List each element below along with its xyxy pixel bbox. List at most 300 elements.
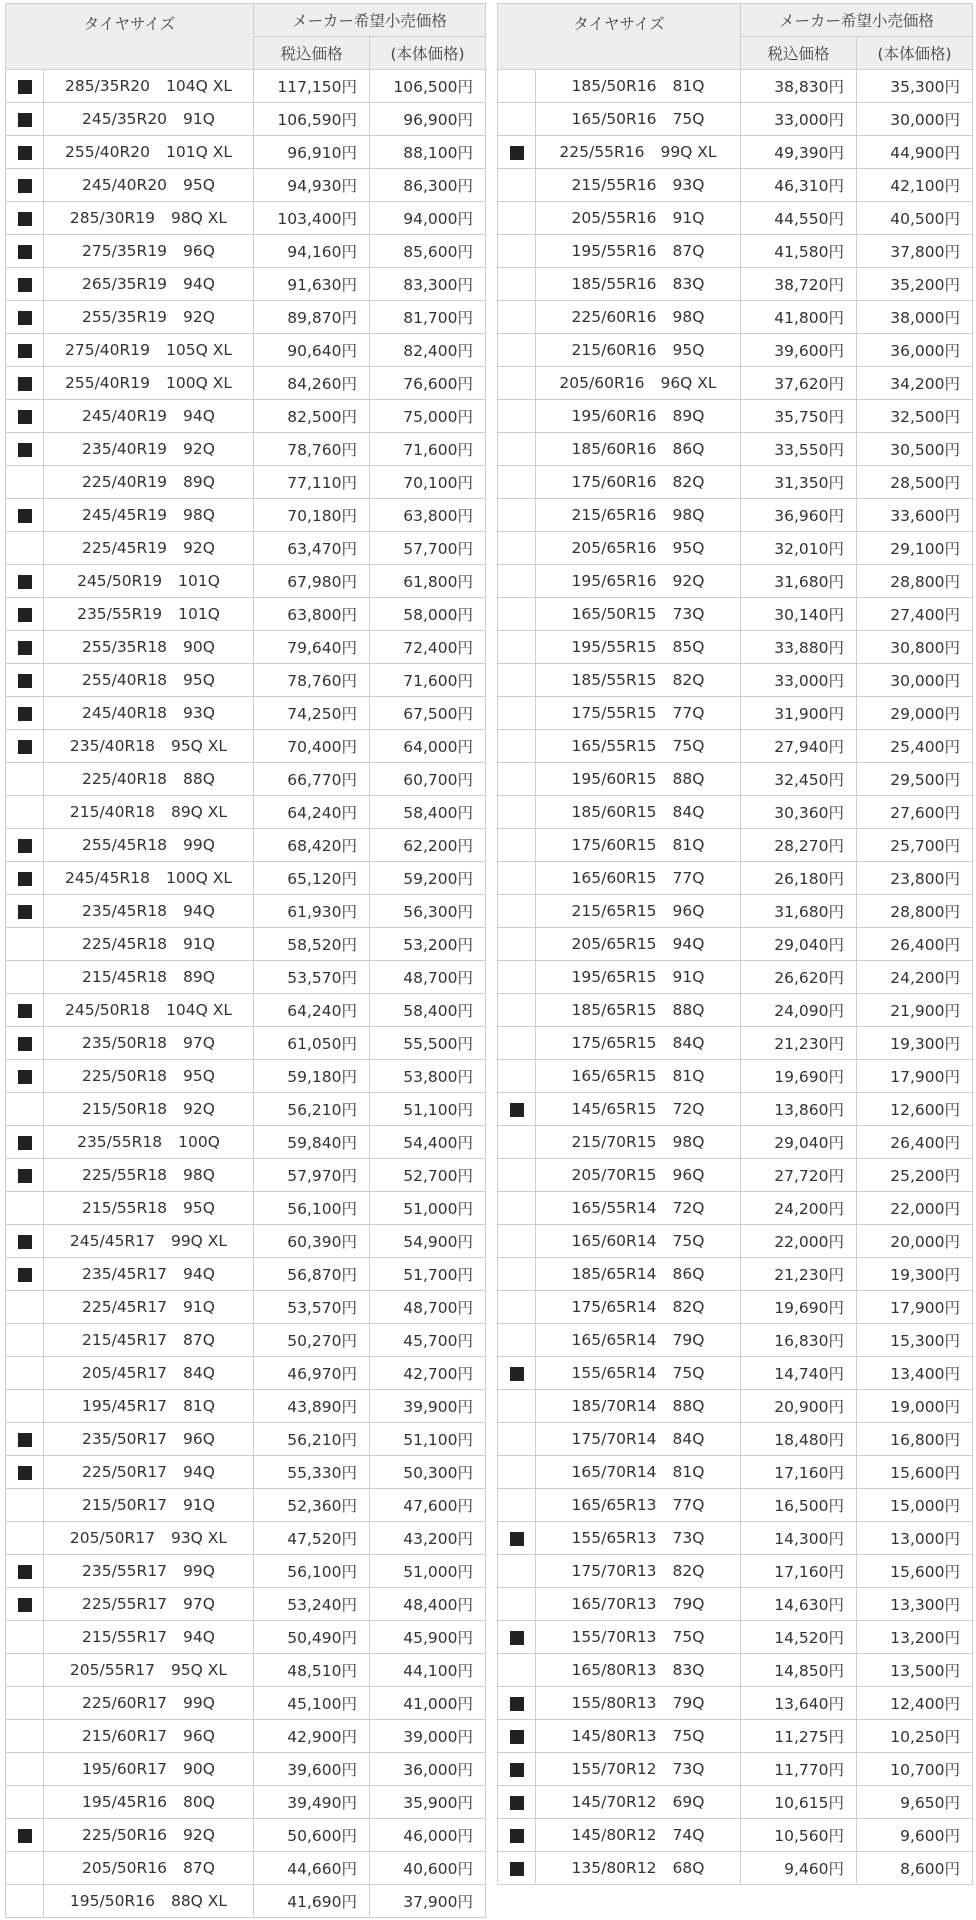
table-row bbox=[498, 928, 973, 961]
base-price: 37,900円 bbox=[370, 1885, 486, 1918]
tire-size: 195/55R16 bbox=[571, 242, 657, 260]
black-square-icon bbox=[510, 1532, 524, 1546]
table-row bbox=[498, 961, 973, 994]
mark-cell bbox=[6, 1555, 44, 1588]
table-row bbox=[498, 532, 973, 565]
table-row bbox=[498, 829, 973, 862]
load-speed-index: 104Q XL bbox=[166, 1001, 232, 1019]
tire-size-cell bbox=[44, 1489, 254, 1522]
tire-size: 155/70R13 bbox=[571, 1628, 657, 1646]
tax-included-price: 27,720円 bbox=[741, 1159, 857, 1192]
table-row bbox=[6, 1225, 486, 1258]
base-price: 67,500円 bbox=[370, 697, 486, 730]
tire-size: 155/80R13 bbox=[571, 1694, 657, 1712]
mark-cell bbox=[6, 268, 44, 301]
base-price: 9,650円 bbox=[857, 1786, 973, 1819]
black-square-icon bbox=[18, 1565, 32, 1579]
base-price: 48,700円 bbox=[370, 961, 486, 994]
load-speed-index: 97Q bbox=[183, 1595, 215, 1613]
mark-cell bbox=[498, 367, 536, 400]
mark-cell bbox=[6, 301, 44, 334]
tire-size-cell bbox=[536, 1324, 741, 1357]
table-row bbox=[498, 1093, 973, 1126]
tax-included-price: 31,680円 bbox=[741, 565, 857, 598]
load-speed-index: 75Q bbox=[672, 1628, 705, 1646]
base-price: 10,700円 bbox=[857, 1753, 973, 1786]
mark-cell bbox=[6, 1357, 44, 1390]
base-price: 83,300円 bbox=[370, 268, 486, 301]
tax-included-price: 39,600円 bbox=[254, 1753, 370, 1786]
mark-cell bbox=[498, 664, 536, 697]
table-row bbox=[498, 1027, 973, 1060]
table-header bbox=[498, 4, 973, 70]
tire-size: 235/40R19 bbox=[82, 440, 168, 458]
load-speed-index: 94Q bbox=[183, 275, 215, 293]
mark-cell bbox=[498, 1786, 536, 1819]
mark-cell bbox=[498, 400, 536, 433]
tire-size-cell bbox=[536, 631, 741, 664]
tax-included-price: 10,560円 bbox=[741, 1819, 857, 1852]
tire-size-cell bbox=[44, 1192, 254, 1225]
tire-size-cell bbox=[536, 1687, 741, 1720]
tax-included-price: 60,390円 bbox=[254, 1225, 370, 1258]
base-price: 15,600円 bbox=[857, 1456, 973, 1489]
tire-size-cell bbox=[536, 697, 741, 730]
tax-included-price: 79,640円 bbox=[254, 631, 370, 664]
base-price: 45,700円 bbox=[370, 1324, 486, 1357]
tire-size-cell bbox=[44, 664, 254, 697]
price-table-right bbox=[497, 3, 973, 1885]
msrp-header: メーカー希望小売価格 bbox=[254, 4, 486, 37]
table-row bbox=[498, 1753, 973, 1786]
load-speed-index: 93Q XL bbox=[170, 1529, 228, 1547]
mark-cell bbox=[6, 631, 44, 664]
base-price: 71,600円 bbox=[370, 664, 486, 697]
tire-size: 185/60R15 bbox=[571, 803, 657, 821]
table-row bbox=[6, 1753, 486, 1786]
tire-size: 245/45R18 bbox=[65, 869, 151, 887]
base-price: 58,000円 bbox=[370, 598, 486, 631]
load-speed-index: 95Q bbox=[672, 341, 705, 359]
tax-included-price: 19,690円 bbox=[741, 1060, 857, 1093]
table-row bbox=[6, 763, 486, 796]
load-speed-index: 90Q bbox=[183, 638, 215, 656]
base-price: 34,200円 bbox=[857, 367, 973, 400]
mark-cell bbox=[6, 895, 44, 928]
mark-cell bbox=[6, 565, 44, 598]
base-price: 15,300円 bbox=[857, 1324, 973, 1357]
tire-size-cell bbox=[536, 103, 741, 136]
tire-size-cell bbox=[44, 301, 254, 334]
base-price: 26,400円 bbox=[857, 928, 973, 961]
tax-included-price: 56,210円 bbox=[254, 1423, 370, 1456]
table-row bbox=[6, 1588, 486, 1621]
load-speed-index: 95Q bbox=[183, 1067, 215, 1085]
table-row bbox=[498, 169, 973, 202]
table-row bbox=[6, 103, 486, 136]
load-speed-index: 88Q bbox=[672, 1001, 705, 1019]
tire-size-cell bbox=[44, 1258, 254, 1291]
base-price: 76,600円 bbox=[370, 367, 486, 400]
base-price: 30,000円 bbox=[857, 103, 973, 136]
tire-size: 245/40R18 bbox=[82, 704, 168, 722]
table-row bbox=[498, 499, 973, 532]
load-speed-index: 77Q bbox=[672, 704, 705, 722]
tax-included-price: 21,230円 bbox=[741, 1258, 857, 1291]
base-price: 94,000円 bbox=[370, 202, 486, 235]
tire-size-cell bbox=[44, 103, 254, 136]
tax-included-price: 63,470円 bbox=[254, 532, 370, 565]
load-speed-index: 79Q bbox=[672, 1331, 705, 1349]
tax-included-price: 26,180円 bbox=[741, 862, 857, 895]
tire-size-cell bbox=[536, 1720, 741, 1753]
tax-included-price: 44,660円 bbox=[254, 1852, 370, 1885]
black-square-icon bbox=[18, 1169, 32, 1183]
mark-cell bbox=[498, 697, 536, 730]
tire-size-cell bbox=[44, 1654, 254, 1687]
mark-cell bbox=[498, 1654, 536, 1687]
tire-size: 215/60R17 bbox=[82, 1727, 168, 1745]
table-row bbox=[6, 1192, 486, 1225]
tire-size: 205/65R15 bbox=[571, 935, 657, 953]
tire-size: 205/45R17 bbox=[82, 1364, 168, 1382]
mark-cell bbox=[6, 928, 44, 961]
mark-cell bbox=[6, 1819, 44, 1852]
tire-size: 215/55R18 bbox=[82, 1199, 168, 1217]
black-square-icon bbox=[510, 1367, 524, 1381]
tire-size: 285/30R19 bbox=[69, 209, 155, 227]
tire-size-cell bbox=[44, 1093, 254, 1126]
load-speed-index: 94Q bbox=[183, 1628, 215, 1646]
table-row bbox=[498, 598, 973, 631]
tire-size: 175/65R14 bbox=[571, 1298, 657, 1316]
base-price: 27,600円 bbox=[857, 796, 973, 829]
tire-size-cell bbox=[44, 400, 254, 433]
tire-size: 205/60R16 bbox=[559, 374, 645, 392]
tire-size: 215/70R15 bbox=[571, 1133, 657, 1151]
black-square-icon bbox=[510, 1631, 524, 1645]
tire-size: 215/65R15 bbox=[571, 902, 657, 920]
load-speed-index: 104Q XL bbox=[166, 77, 232, 95]
load-speed-index: 91Q bbox=[183, 110, 215, 128]
base-price: 51,700円 bbox=[370, 1258, 486, 1291]
black-square-icon bbox=[18, 1433, 32, 1447]
mark-cell bbox=[498, 1060, 536, 1093]
table-row bbox=[498, 1555, 973, 1588]
tax-included-price: 27,940円 bbox=[741, 730, 857, 763]
table-row bbox=[498, 1522, 973, 1555]
tire-size: 165/55R15 bbox=[571, 737, 657, 755]
tax-included-price: 28,270円 bbox=[741, 829, 857, 862]
load-speed-index: 92Q bbox=[183, 1100, 215, 1118]
mark-cell bbox=[6, 1225, 44, 1258]
base-price: 39,900円 bbox=[370, 1390, 486, 1423]
load-speed-index: 100Q bbox=[178, 1133, 220, 1151]
tire-size: 165/50R16 bbox=[571, 110, 657, 128]
mark-cell bbox=[6, 1720, 44, 1753]
table-row bbox=[6, 1456, 486, 1489]
base-price: 58,400円 bbox=[370, 994, 486, 1027]
mark-cell bbox=[6, 103, 44, 136]
mark-cell bbox=[498, 202, 536, 235]
tax-included-price: 31,680円 bbox=[741, 895, 857, 928]
tire-size: 205/55R17 bbox=[69, 1661, 155, 1679]
tire-size: 255/40R20 bbox=[65, 143, 151, 161]
table-row bbox=[6, 1390, 486, 1423]
base-price: 75,000円 bbox=[370, 400, 486, 433]
load-speed-index: 96Q XL bbox=[660, 374, 717, 392]
tire-size: 245/45R19 bbox=[82, 506, 168, 524]
table-row bbox=[6, 367, 486, 400]
mark-cell bbox=[498, 1555, 536, 1588]
tire-size: 195/65R16 bbox=[571, 572, 657, 590]
table-row bbox=[498, 1687, 973, 1720]
tire-size-cell bbox=[536, 763, 741, 796]
mark-cell bbox=[498, 1225, 536, 1258]
black-square-icon bbox=[18, 179, 32, 193]
load-speed-index: 91Q bbox=[183, 935, 215, 953]
base-price: 19,300円 bbox=[857, 1258, 973, 1291]
load-speed-index: 96Q bbox=[183, 1727, 215, 1745]
mark-cell bbox=[6, 1093, 44, 1126]
base-price: 25,700円 bbox=[857, 829, 973, 862]
base-price: 48,400円 bbox=[370, 1588, 486, 1621]
mark-cell bbox=[6, 1258, 44, 1291]
table-row bbox=[498, 1390, 973, 1423]
table-row bbox=[6, 994, 486, 1027]
tire-size-cell bbox=[536, 565, 741, 598]
black-square-icon bbox=[18, 707, 32, 721]
base-price: 35,200円 bbox=[857, 268, 973, 301]
black-square-icon bbox=[18, 80, 32, 94]
load-speed-index: 83Q bbox=[672, 275, 705, 293]
tax-included-price: 58,520円 bbox=[254, 928, 370, 961]
table-row bbox=[498, 1588, 973, 1621]
tax-included-price: 52,360円 bbox=[254, 1489, 370, 1522]
load-speed-index: 100Q XL bbox=[166, 869, 232, 887]
tax-included-price: 66,770円 bbox=[254, 763, 370, 796]
base-price: 36,000円 bbox=[857, 334, 973, 367]
tax-included-price: 36,960円 bbox=[741, 499, 857, 532]
tire-size-cell bbox=[44, 1819, 254, 1852]
load-speed-index: 75Q bbox=[672, 110, 705, 128]
mark-cell bbox=[498, 1852, 536, 1885]
load-speed-index: 96Q bbox=[672, 902, 705, 920]
tire-size-cell bbox=[536, 1588, 741, 1621]
base-price: 50,300円 bbox=[370, 1456, 486, 1489]
tire-size: 135/80R12 bbox=[571, 1859, 657, 1877]
tire-size-cell bbox=[536, 1027, 741, 1060]
tire-size: 175/65R15 bbox=[571, 1034, 657, 1052]
base-price: 35,900円 bbox=[370, 1786, 486, 1819]
table-row bbox=[6, 70, 486, 103]
table-row bbox=[498, 664, 973, 697]
load-speed-index: 72Q bbox=[672, 1100, 705, 1118]
tire-size: 255/35R19 bbox=[82, 308, 168, 326]
tire-size: 195/60R15 bbox=[571, 770, 657, 788]
base-price: 51,100円 bbox=[370, 1093, 486, 1126]
load-speed-index: 80Q bbox=[183, 1793, 215, 1811]
mark-cell bbox=[6, 400, 44, 433]
tax-included-price: 50,600円 bbox=[254, 1819, 370, 1852]
mark-cell bbox=[6, 1027, 44, 1060]
tax-included-price: 48,510円 bbox=[254, 1654, 370, 1687]
tire-size-cell bbox=[536, 994, 741, 1027]
mark-cell bbox=[498, 334, 536, 367]
tax-included-price: 24,090円 bbox=[741, 994, 857, 1027]
tire-size: 215/55R16 bbox=[571, 176, 657, 194]
table-row bbox=[498, 1126, 973, 1159]
tire-size-cell bbox=[536, 928, 741, 961]
table-row bbox=[6, 202, 486, 235]
base-price: 33,600円 bbox=[857, 499, 973, 532]
tire-size-cell bbox=[536, 664, 741, 697]
tire-size: 165/60R15 bbox=[571, 869, 657, 887]
table-row bbox=[6, 136, 486, 169]
tire-size-cell bbox=[536, 1291, 741, 1324]
tire-size: 215/50R18 bbox=[82, 1100, 168, 1118]
tax-included-price: 14,740円 bbox=[741, 1357, 857, 1390]
mark-cell bbox=[498, 961, 536, 994]
table-row bbox=[6, 631, 486, 664]
base-price-header: (本体価格) bbox=[370, 37, 486, 70]
mark-cell bbox=[498, 565, 536, 598]
table-row bbox=[498, 697, 973, 730]
tire-size-cell bbox=[44, 697, 254, 730]
mark-cell bbox=[498, 268, 536, 301]
load-speed-index: 81Q bbox=[183, 1397, 215, 1415]
load-speed-index: 82Q bbox=[672, 1562, 705, 1580]
mark-cell bbox=[498, 796, 536, 829]
tire-size-cell bbox=[536, 1357, 741, 1390]
tax-included-price: 70,180円 bbox=[254, 499, 370, 532]
base-price: 52,700円 bbox=[370, 1159, 486, 1192]
tire-size: 155/65R14 bbox=[571, 1364, 657, 1382]
black-square-icon bbox=[510, 1103, 524, 1117]
load-speed-index: 94Q bbox=[183, 1265, 215, 1283]
tax-included-price: 78,760円 bbox=[254, 664, 370, 697]
mark-cell bbox=[6, 598, 44, 631]
load-speed-index: 90Q bbox=[183, 1760, 215, 1778]
tire-size-cell bbox=[44, 1852, 254, 1885]
tire-size: 195/65R15 bbox=[571, 968, 657, 986]
base-price: 23,800円 bbox=[857, 862, 973, 895]
tire-size: 225/55R17 bbox=[82, 1595, 168, 1613]
base-price: 25,400円 bbox=[857, 730, 973, 763]
mark-cell bbox=[498, 1258, 536, 1291]
table-row bbox=[6, 829, 486, 862]
table-row bbox=[6, 1291, 486, 1324]
table-row bbox=[6, 532, 486, 565]
mark-cell bbox=[6, 763, 44, 796]
table-row bbox=[498, 565, 973, 598]
load-speed-index: 81Q bbox=[672, 836, 705, 854]
base-price: 24,200円 bbox=[857, 961, 973, 994]
base-price: 44,900円 bbox=[857, 136, 973, 169]
tire-size-header: タイヤサイズ bbox=[6, 4, 254, 70]
tax-included-price: 53,570円 bbox=[254, 1291, 370, 1324]
table-row bbox=[498, 334, 973, 367]
table-row bbox=[6, 301, 486, 334]
base-price: 15,600円 bbox=[857, 1555, 973, 1588]
tax-included-price: 17,160円 bbox=[741, 1456, 857, 1489]
tire-size-cell bbox=[536, 796, 741, 829]
tax-included-price: 50,490円 bbox=[254, 1621, 370, 1654]
tire-size-cell bbox=[44, 433, 254, 466]
base-price: 85,600円 bbox=[370, 235, 486, 268]
tire-size-cell bbox=[44, 1423, 254, 1456]
black-square-icon bbox=[510, 1862, 524, 1876]
mark-cell bbox=[498, 598, 536, 631]
table-row bbox=[6, 499, 486, 532]
base-price: 42,100円 bbox=[857, 169, 973, 202]
tax-included-price: 24,200円 bbox=[741, 1192, 857, 1225]
tire-size: 185/50R16 bbox=[571, 77, 657, 95]
price-table-left bbox=[5, 3, 486, 1918]
tire-size: 225/50R16 bbox=[82, 1826, 168, 1844]
tire-size: 245/40R20 bbox=[82, 176, 168, 194]
mark-cell bbox=[6, 1159, 44, 1192]
tire-size-cell bbox=[536, 1159, 741, 1192]
black-square-icon bbox=[18, 1037, 32, 1051]
table-row bbox=[498, 1852, 973, 1885]
table-row bbox=[498, 433, 973, 466]
tire-size-cell bbox=[44, 1390, 254, 1423]
tire-size: 225/60R16 bbox=[571, 308, 657, 326]
load-speed-index: 77Q bbox=[672, 869, 705, 887]
tire-size: 165/55R14 bbox=[571, 1199, 657, 1217]
table-row bbox=[498, 730, 973, 763]
tax-included-price: 56,870円 bbox=[254, 1258, 370, 1291]
base-price: 54,400円 bbox=[370, 1126, 486, 1159]
tire-size: 195/60R17 bbox=[82, 1760, 168, 1778]
base-price: 27,400円 bbox=[857, 598, 973, 631]
table-row bbox=[6, 1258, 486, 1291]
load-speed-index: 81Q bbox=[672, 1067, 705, 1085]
tax-included-price: 29,040円 bbox=[741, 1126, 857, 1159]
mark-cell bbox=[498, 1819, 536, 1852]
tax-included-price: 55,330円 bbox=[254, 1456, 370, 1489]
load-speed-index: 92Q bbox=[183, 1826, 215, 1844]
table-row bbox=[6, 1159, 486, 1192]
tax-included-price: 33,000円 bbox=[741, 664, 857, 697]
load-speed-index: 79Q bbox=[672, 1595, 705, 1613]
tax-included-price: 70,400円 bbox=[254, 730, 370, 763]
mark-cell bbox=[498, 532, 536, 565]
load-speed-index: 91Q bbox=[672, 968, 705, 986]
load-speed-index: 84Q bbox=[183, 1364, 215, 1382]
tire-size: 205/50R17 bbox=[69, 1529, 155, 1547]
table-row bbox=[498, 1786, 973, 1819]
tire-size-cell bbox=[536, 433, 741, 466]
black-square-icon bbox=[18, 1829, 32, 1843]
load-speed-index: 79Q bbox=[672, 1694, 705, 1712]
base-price: 86,300円 bbox=[370, 169, 486, 202]
mark-cell bbox=[498, 1390, 536, 1423]
table-row bbox=[498, 301, 973, 334]
table-row bbox=[498, 136, 973, 169]
table-row bbox=[498, 1060, 973, 1093]
load-speed-index: 73Q bbox=[672, 1760, 705, 1778]
tax-included-price: 10,615円 bbox=[741, 1786, 857, 1819]
tire-size: 245/50R19 bbox=[77, 572, 163, 590]
tire-size-cell bbox=[44, 1522, 254, 1555]
mark-cell bbox=[6, 499, 44, 532]
mark-cell bbox=[6, 1423, 44, 1456]
load-speed-index: 94Q bbox=[183, 902, 215, 920]
table-row bbox=[498, 1654, 973, 1687]
tire-size: 195/50R16 bbox=[69, 1892, 155, 1910]
